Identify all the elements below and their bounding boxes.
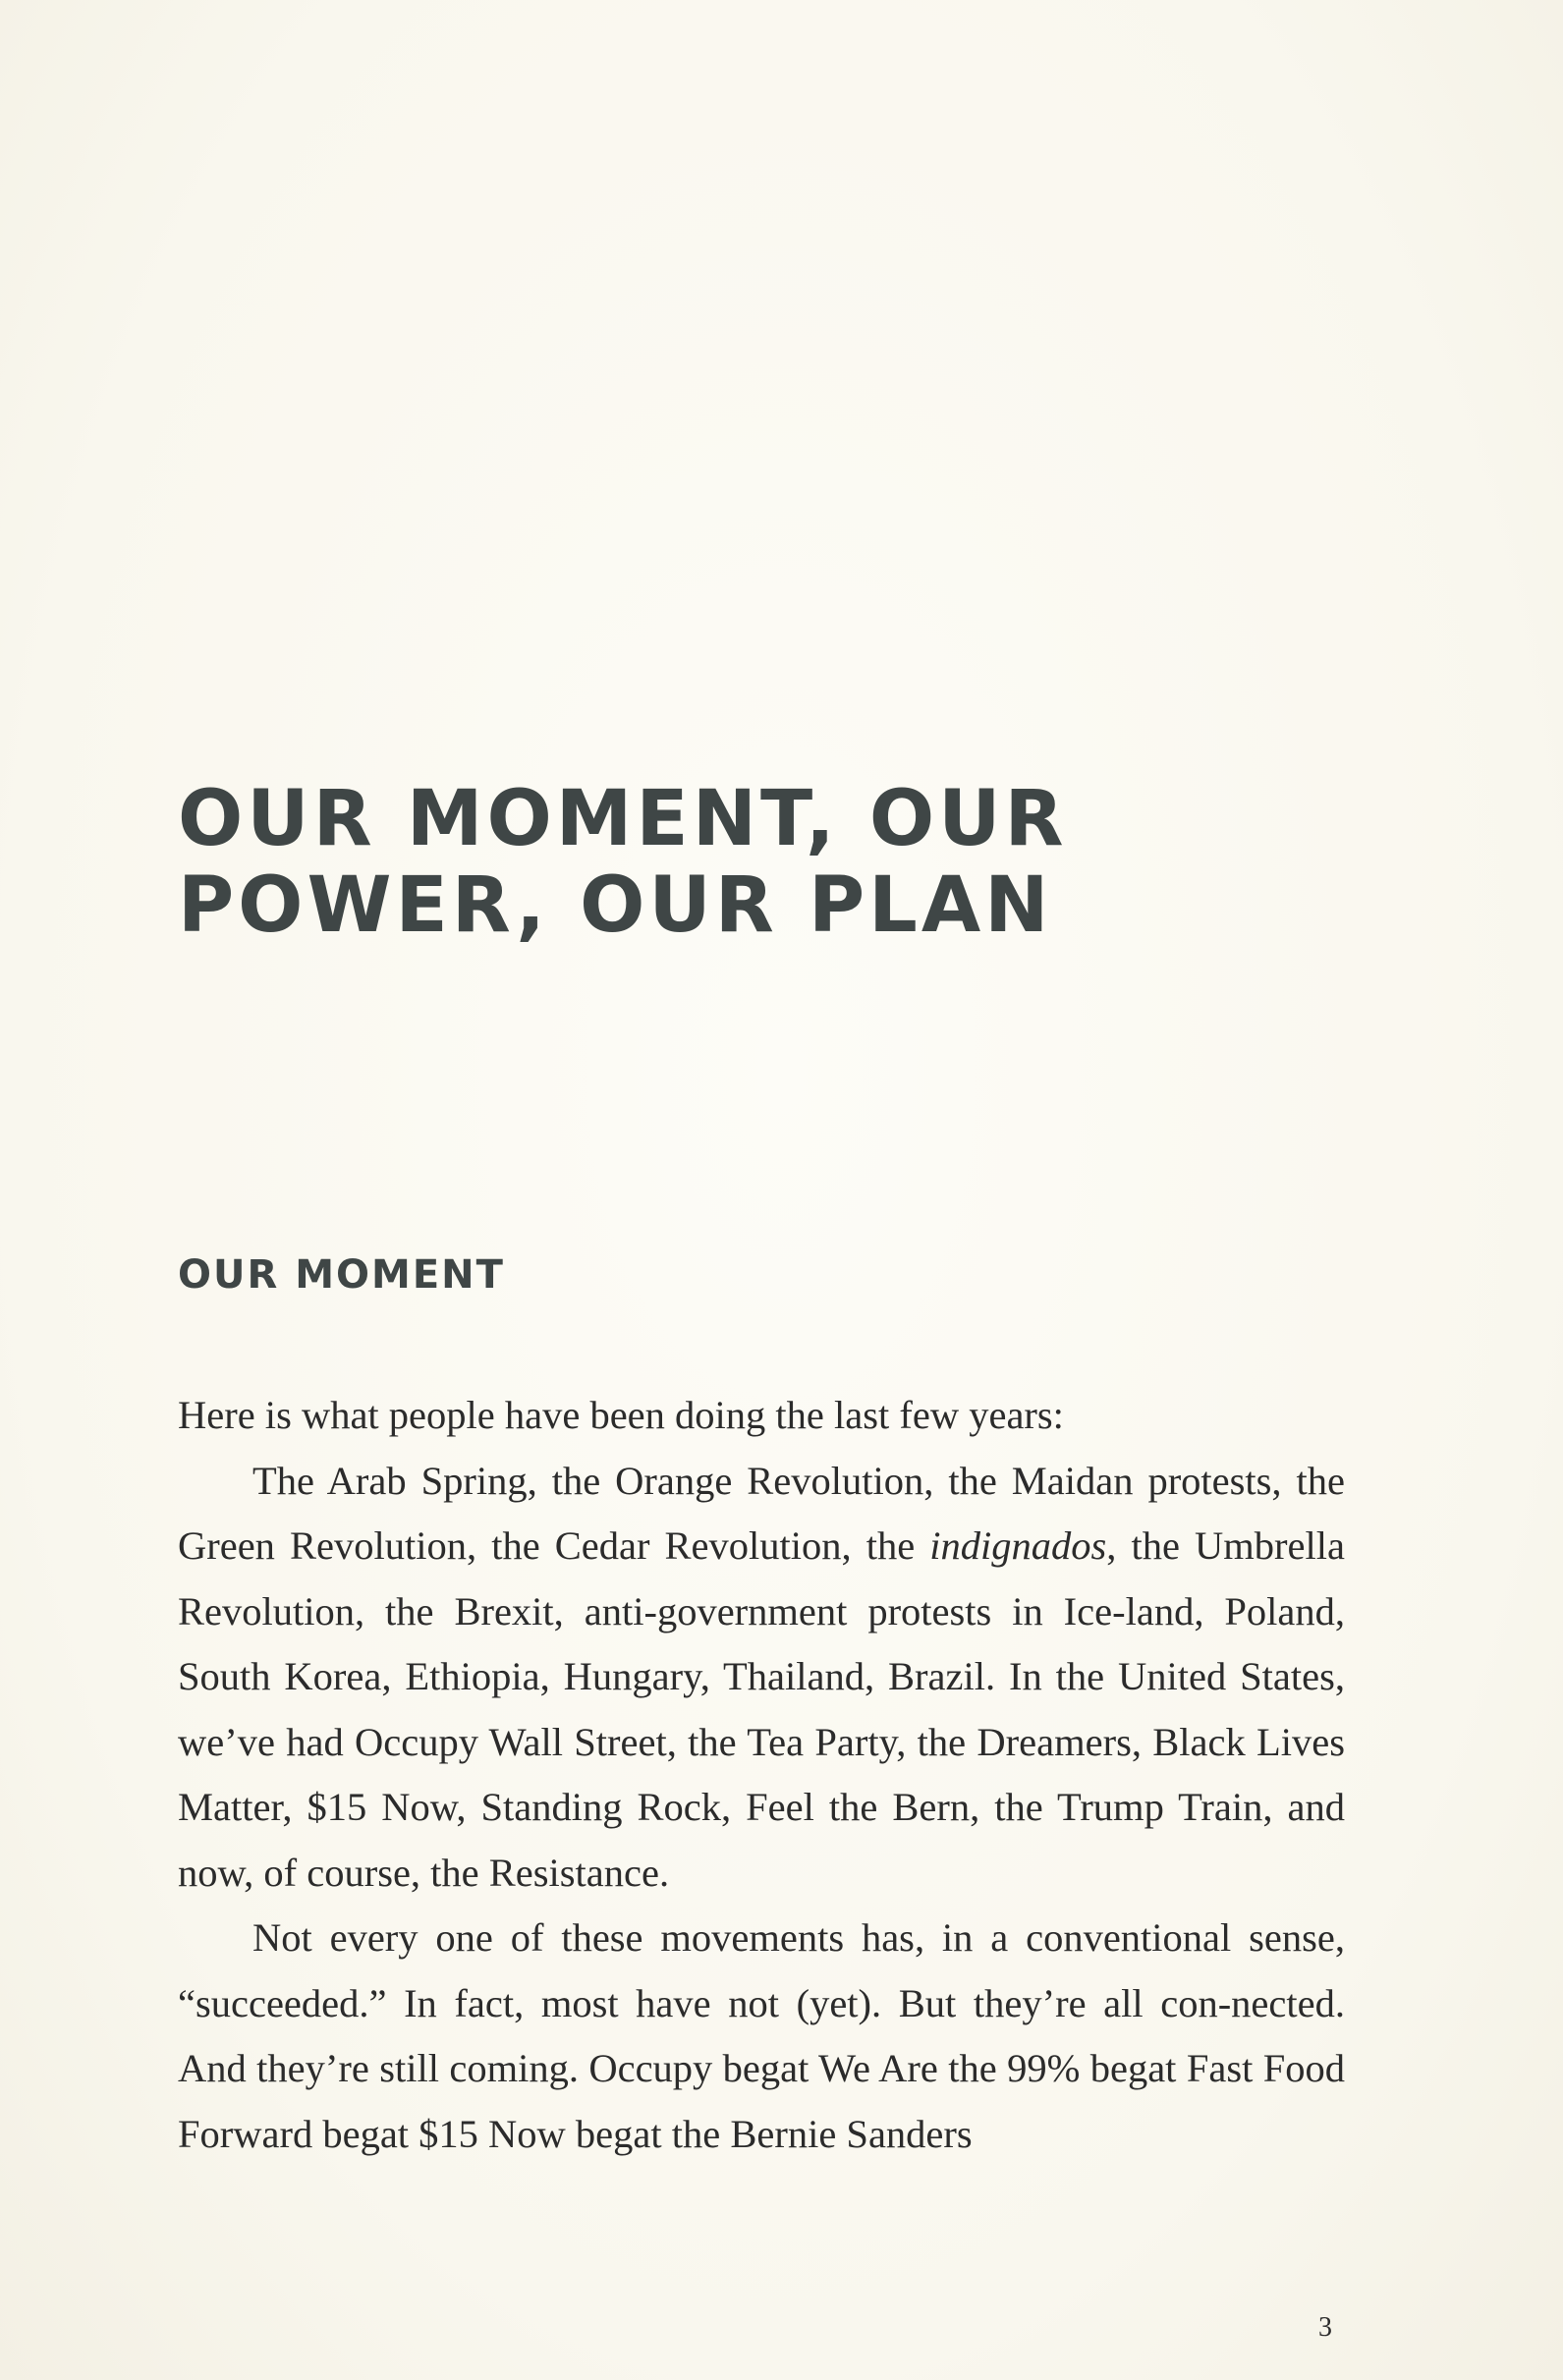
paragraph-3: Not every one of these movements has, in a conventional sense, “succeeded.” In fact, most have not (yet). But they’re all con-nected. And they’re still coming. Occupy begat We Are the 99% begat Fast Food Forward begat $15 Now begat the Bernie Sanders bbox=[178, 1915, 1345, 2156]
paragraph-1: Here is what people have been doing the last few years: bbox=[178, 1393, 1064, 1437]
section-heading: OUR MOMENT bbox=[178, 1252, 505, 1298]
chapter-title-line-1: OUR MOMENT, OUR bbox=[178, 775, 1068, 863]
page-number: 3 bbox=[1318, 2312, 1332, 2343]
paragraph-2-text-end: , the Umbrella Revolution, the Brexit, anti-government protests in Ice-land, Poland, South Korea, Ethiopia, Hungary, Thailand, Brazil. In the United States, we’ve had Occupy Wall Street, the Tea Party, the Dreamers, Black Lives Matter, $15 Now, Standing Rock, Feel the Bern, the Trump Train, and now, of course, the Resistance. bbox=[178, 1523, 1345, 1895]
chapter-title-line-2: POWER, OUR PLAN bbox=[178, 861, 1053, 950]
paragraph-2 bbox=[178, 1449, 1345, 1907]
paragraph-2-italic-term: indignados bbox=[929, 1523, 1107, 1568]
paragraph-2-text-start: The Arab Spring, the Orange Revolution, the Maidan protests, the Green Revolution, the Cedar Revolution, the bbox=[178, 1458, 1345, 1568]
chapter-title bbox=[178, 776, 1258, 949]
body-text bbox=[178, 1383, 1345, 2167]
